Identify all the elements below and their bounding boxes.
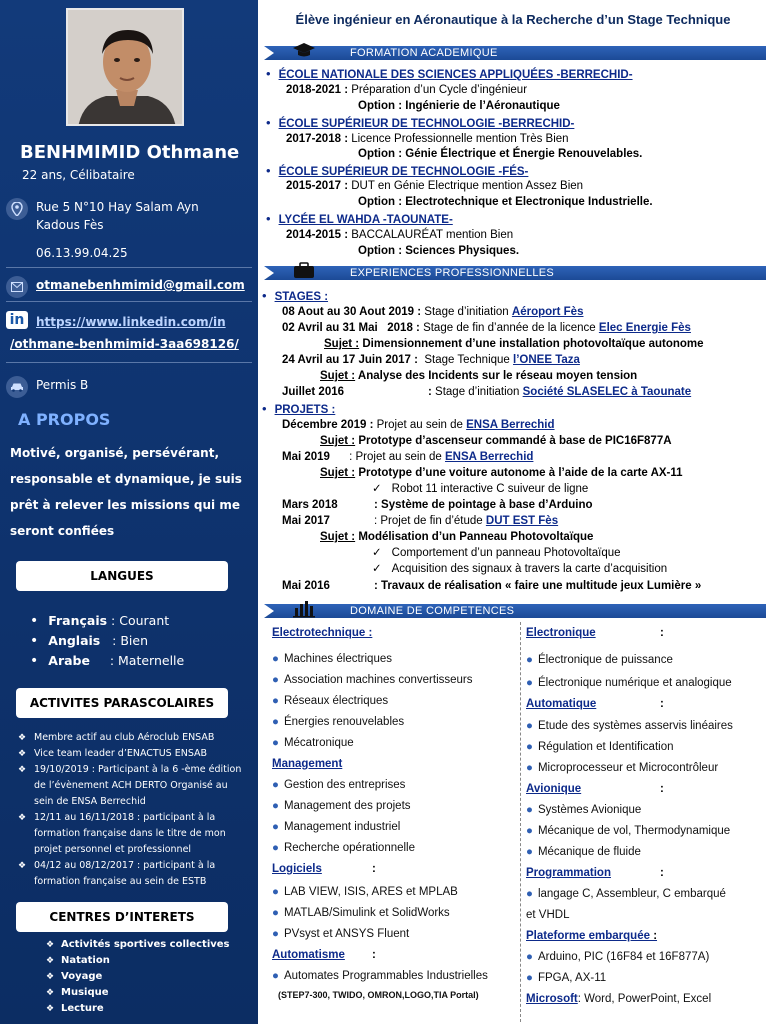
formation-option-1: Option : Ingénierie de l’Aéronautique [358,100,560,112]
stage-2-sujet: Sujet : Dimensionnement d’une installation photovoltaïque autonome [324,338,704,350]
permis-text: Permis B [36,378,89,392]
centres-heading: CENTRES D’INTERETS [16,902,228,932]
projet-4: Mai 2017 [282,515,330,527]
list-item-continuation: et VHDL [526,909,570,921]
linkedin-row [6,311,239,355]
electronique-heading: Electronique [526,627,596,639]
list-item: ❖ Vice team leader d’ENACTUS ENSAB [18,746,250,762]
list-item: • Arabe : Maternelle [30,651,184,671]
stage-4: Juillet 2016 [282,386,345,398]
formation-years-2: 2017-2018 : Licence Professionnelle mention Très Bien [286,133,569,145]
projet-3: Mars 2018 [282,499,338,511]
apropos-title: A PROPOS [18,410,111,429]
list-item: ❖ Activités sportives collectives [46,937,230,953]
projets-label: • PROJETS : [262,401,335,418]
phone-number: 06.13.99.04.25 [36,246,128,260]
avionique-heading: Avionique [526,783,582,795]
stage-3-sujet: Sujet : Analyse des Incidents sur le réseau moyen tension [320,370,638,382]
list-item: ● Microprocesseur et Microcontrôleur [526,762,719,774]
column-divider [520,622,521,1022]
list-item: • Français : Courant [30,611,184,631]
experiences-section-bar [264,266,766,280]
briefcase-icon [292,260,316,280]
automatisme-heading: Automatisme [272,949,345,961]
colon: : [372,949,376,961]
formation-years-3: 2015-2017 : DUT en Génie Electrique mention Assez Bien [286,180,584,192]
management-heading: Management [272,758,343,770]
formation-option-2: Option : Génie Électrique et Énergie Renouvelables. [358,148,643,160]
address-line-2: Kadous Fès [36,218,104,232]
location-pin-icon [6,198,28,220]
candidate-name: BENHMIMID Othmane [20,142,240,163]
apropos-text: Motivé, organisé, persévérant, responsable et dynamique, je suis prêt à relever les missions qui me seront confiées [10,446,242,538]
car-icon [6,376,28,398]
list-item: ● Électronique de puissance [526,654,673,666]
formation-section-bar [264,46,766,60]
langues-list [30,611,184,671]
list-item: ● Recherche opérationnelle [272,842,416,854]
formation-title: FORMATION ACADEMIQUE [350,47,498,59]
automatisme-note: (STEP7-300, TWIDO, OMRON,LOGO,TIA Portal) [278,990,479,1000]
age-status: 22 ans, Célibataire [22,168,135,182]
colon: : [372,863,376,875]
activites-list [18,730,250,890]
envelope-icon [6,276,28,298]
list-item: ● MATLAB/Simulink et SolidWorks [272,907,450,919]
list-item: ● Management des projets [272,800,411,812]
projet-2: Mai 2019 : Projet au sein de ENSA Berrechid [282,451,534,463]
list-item: ❖ Musique [46,985,230,1001]
list-item: ● langage C, Assembleur, C embarqué [526,888,726,900]
projet-2-sujet: Sujet : Prototype d’une voiture autonome à l’aide de la carte AX-11 [320,467,683,479]
formation-option-3: Option : Electrotechnique et Electronique Industrielle. [358,196,653,208]
programmation-heading: Programmation [526,867,611,879]
formation-school-3: • ÉCOLE SUPÉRIEUR DE TECHNOLOGIE -FÉS- [266,163,528,180]
list-item: ❖ Natation [46,953,230,969]
list-item: ● Management industriel [272,821,401,833]
colon: : [660,627,664,639]
sidebar [0,0,258,1024]
list-item: ● Réseaux électriques [272,695,389,707]
linkedin-link-line-2[interactable]: /othmane-benhmimid-3aa698126/ [10,337,239,351]
projet-1-sujet: Sujet : Prototype d’ascenseur commandé à base de PIC16F877A [320,435,672,447]
address-line-1: Rue 5 N°10 Hay Salam Ayn [36,200,199,214]
stage-4-detail: : Stage d’initiation Société SLASELEC à Taounate [428,386,692,398]
colon: : [660,867,664,879]
stages-label: • STAGES : [262,288,328,305]
stage-1: 08 Aout au 30 Aout 2019 : Stage d’initiation Aéroport Fès [282,306,584,318]
linkedin-link-line-1[interactable]: https://www.linkedin.com/in [36,315,226,329]
centres-list [46,937,230,1017]
formation-school-4: • LYCÉE EL WAHDA -TAOUNATE- [266,211,453,228]
automatique-heading: Automatique [526,698,597,710]
list-item: ● Gestion des entreprises [272,779,406,791]
list-item: • Anglais : Bien [30,631,184,651]
stage-3: 24 Avril au 17 Juin 2017 : Stage Technique l’ONEE Taza [282,354,580,366]
linkedin-icon: in [6,311,28,329]
experiences-title: EXPERIENCES PROFESSIONNELLES [350,267,555,279]
langues-heading: LANGUES [16,561,228,591]
list-item: ● Mécanique de fluide [526,846,641,858]
list-item: ● Régulation et Identification [526,741,674,753]
formation-school-2: • ÉCOLE SUPÉRIEUR DE TECHNOLOGIE -BERRECHID- [266,115,574,132]
list-item: ● Machines électriques [272,653,392,665]
address-row [6,198,199,234]
permis-row [6,376,88,398]
projet-5: Mai 2016 [282,580,330,592]
colon: : [660,698,664,710]
list-item: ● Association machines convertisseurs [272,674,473,686]
microsoft-line: Microsoft: Word, PowerPoint, Excel [526,993,712,1005]
projet-4-sujet: Sujet : Modélisation d’un Panneau Photovoltaïque [320,531,594,543]
list-item: ● Énergies renouvelables [272,716,405,728]
competences-section-bar [264,604,766,618]
bar-chart-icon [292,598,316,618]
main-content [258,0,768,1024]
plateforme-heading: Plateforme embarquée : [526,930,658,942]
formation-years-1: 2018-2021 : Préparation d’un Cycle d’ingénieur [286,84,528,96]
activites-heading: ACTIVITES PARASCOLAIRES [16,688,228,718]
projet-4-check-2: ✓ Acquisition des signaux à travers la carte d’acquisition [372,561,667,577]
list-item: ● FPGA, AX-11 [526,972,607,984]
formation-years-4: 2014-2015 : BACCALAURÉAT mention Bien [286,229,514,241]
list-item: ❖ 19/10/2019 : Participant à la 6 -ème édition de l’évènement ACH DERTO Organisé au sein de ENSA Berrechid [18,762,250,810]
page-title: Élève ingénieur en Aéronautique à la Recherche d’un Stage Technique [295,12,731,27]
graduation-cap-icon [292,40,316,60]
list-item: ● Automates Programmables Industrielles [272,970,488,982]
formation-option-4: Option : Sciences Physiques. [358,245,520,257]
projet-2-check: ✓ Robot 11 interactive C suiveur de ligne [372,481,588,497]
list-item: ❖ Membre actif au club Aéroclub ENSAB [18,730,250,746]
list-item: ● PVsyst et ANSYS Fluent [272,928,410,940]
list-item: ❖ Lecture [46,1001,230,1017]
projet-4-check-1: ✓ Comportement d’un panneau Photovoltaïque [372,545,621,561]
list-item: ❖ 04/12 au 08/12/2017 : participant à la formation française au sein de ESTB [18,858,250,890]
list-item: ● Arduino, PIC (16F84 et 16F877A) [526,951,710,963]
divider [6,301,252,302]
projet-3-detail: : Système de pointage à base d’Arduino [374,499,593,511]
projet-4-detail: : Projet de fin d’étude DUT EST Fès [374,515,559,527]
colon: : [660,783,664,795]
email-row [6,276,245,298]
list-item: ● Systèmes Avionique [526,804,642,816]
list-item: ● Électronique numérique et analogique [526,677,732,689]
list-item: ● Mécatronique [272,737,354,749]
logiciels-heading: Logiciels [272,863,322,875]
list-item: ● Mécanique de vol, Thermodynamique [526,825,731,837]
email-link[interactable]: otmanebenhmimid@gmail.com [36,278,245,292]
phone-row [36,244,128,262]
profile-photo [66,8,184,126]
divider [6,362,252,363]
stage-2: 02 Avril au 31 Mai 2018 : Stage de fin d’année de la licence Elec Energie Fès [282,322,691,334]
list-item: ● Etude des systèmes asservis linéaires [526,720,733,732]
list-item: ● LAB VIEW, ISIS, ARES et MPLAB [272,886,458,898]
competences-title: DOMAINE DE COMPETENCES [350,605,515,617]
projet-5-detail: : Travaux de réalisation « faire une multitude jeux Lumière » [374,580,702,592]
list-item: ❖ Voyage [46,969,230,985]
portrait-icon [68,10,184,126]
electrotechnique-heading: Electrotechnique : [272,627,373,639]
formation-school-1: • ÉCOLE NATIONALE DES SCIENCES APPLIQUÉES -BERRECHID- [266,66,633,83]
list-item: ❖ 12/11 au 16/11/2018 : participant à la formation française dans le titre de mon projet personnel et professionnel [18,810,250,858]
projet-1: Décembre 2019 : Projet au sein de ENSA Berrechid [282,419,555,431]
divider [6,267,252,268]
